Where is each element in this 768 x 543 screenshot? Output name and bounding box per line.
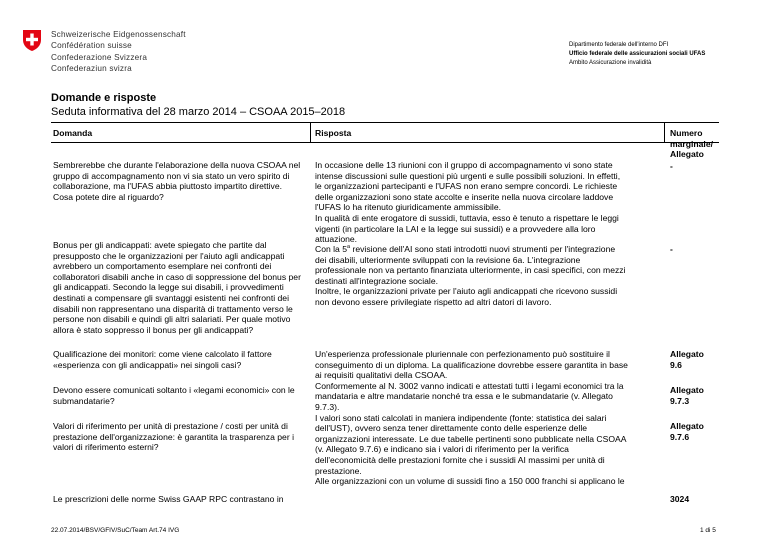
column-divider <box>664 122 665 142</box>
qa-table <box>51 122 719 522</box>
answer-3: Un'esperienza professionale pluriennale con perfezionamento può sostituire il conseguimento di un diploma. La qualificazione dovrebbe essere garantita in base ai requisiti qualitativi della CSOAA. Conformemente al N. 3002 vanno indicati e attestati tutti i legami economici tra la mandataria e altre mandatarie nonché tra essa e le submandatarie (v. Allegato 9.7.3). I valori sono stati calcolati in maniera indipendente (fonte: statistica dei salari dell'UST), ovvero senza tener direttamente conto delle esperienze delle organizzazioni interessate. Le due tabelle pertinenti sono pubblicate nella CSOAA (v. Allegato 9.7.6) e indicano sia i valori di riferimento per la verifica dell'economicità delle prestazioni fornite che i sussidi AI massimi per unità di prestazione. Alle organizzazioni con un volume di sussidi fino a 150 000 franchi si applicano le <box>315 349 628 487</box>
swiss-crest-icon <box>22 29 42 52</box>
page-number: 1 di 5 <box>700 527 716 534</box>
domain-line: Ambito Assicurazione invalidità <box>569 60 652 66</box>
question-6: Le prescrizioni delle norme Swiss GAAP RPC contrastano in <box>53 494 284 504</box>
answer-2: Con la 5$^a$ revisione dell'AI sono stati introdotti nuovi strumenti per l'integrazione dei disabili, ulteriormente sviluppati con la revisione 6a. L'integrazione professionale non va pertanto finanziata ulteriormente, in casi specifici, con mezzi destinati all'integrazione sociale. Inoltre, le organizzazioni private per l'aiuto agli andicappati che ricevono sussidi non devono essere privilegiate rispetto ad altri datori di lavoro. <box>315 244 626 307</box>
page-title: Domande e risposte <box>51 92 157 104</box>
office-line: Ufficio federale delle assicurazioni sociali UFAS <box>569 51 706 57</box>
reference-1: - <box>670 161 673 171</box>
page-header <box>0 0 768 80</box>
question-5: Valori di riferimento per unità di prestazione / costi per unità di prestazione dell'organizzazione: è garantita la trasparenza per i valori di riferimento esterni? <box>53 421 294 453</box>
reference-6: 3024 <box>670 494 690 504</box>
question-3: Qualificazione dei monitori: come viene calcolato il fattore «esperienza con gli andicappati» nei singoli casi? <box>53 349 272 370</box>
reference-4: Allegato 9.7.3 <box>670 385 704 406</box>
footer-reference: 22.07.2014/BSV/GFIV/SuC/Team Art.74 IVG <box>51 527 180 534</box>
confederation-line: Schweizerische Eidgenossenschaft <box>51 30 186 39</box>
header-domanda: Domanda <box>53 128 93 138</box>
column-divider <box>310 122 311 142</box>
reference-2: - <box>670 244 673 254</box>
confederation-line: Confederaziun svizra <box>51 63 132 73</box>
confederation-name <box>51 29 186 74</box>
document-titles <box>51 92 345 119</box>
page-subtitle: Seduta informativa del 28 marzo 2014 – CSOAA 2015–2018 <box>51 106 346 118</box>
table-header-rule <box>51 142 719 143</box>
confederation-line: Confédération suisse <box>51 41 132 51</box>
department-line: Dipartimento federale dell'interno DFI <box>569 42 669 48</box>
confederation-line: Confederazione Svizzera <box>51 52 148 62</box>
answer-1: In occasione delle 13 riunioni con il gruppo di accompagnamento vi sono state intense discussioni sulle questioni più urgenti e sulle possibili soluzioni. In effetti, le organizzazioni partecipanti e l'UFAS non erano sempre concordi. Le richieste delle organizzazioni sono state accolte e inserite nella nuova circolare laddove l'UFAS lo ha ritenuto giuridicamente ammissibile. In qualità di ente erogatore di sussidi, tuttavia, esso è tenuto a rispettare le leggi vigenti (in particolare la LAI e la legge sui sussidi) e a provvedere alla loro attuazione. <box>315 160 621 245</box>
header-numero: Numero marginale/ Allegato <box>670 128 713 160</box>
question-2: Bonus per gli andicappati: avete spiegato che partite dal presupposto che le organizzazioni per l'aiuto agli andicappati avrebbero un comportamento esemplare nei confronti dei collaboratori disabili anche in caso di soppressione del bonus per gli andicappati. Secondo la legge sui disabili, i provvedimenti destinati a compensare gli svantaggi esistenti nei confronti dei disabili non rappresentano una disparità di trattamento verso le persone non disabili e quindi gli altri salariati. Per quale motivo allora è stato soppresso il bonus per gli andicappati? <box>53 240 301 335</box>
reference-3: Allegato 9.6 <box>670 349 704 370</box>
reference-5: Allegato 9.7.6 <box>670 421 704 442</box>
table-top-rule <box>51 122 719 123</box>
question-1: Sembrerebbe che durante l'elaborazione della nuova CSOAA nel gruppo di accompagnamento non vi sia stato un vero spirito di collaborazione, ma l'UFAS abbia piuttosto impartito direttive. Cosa potete dire al riguardo? <box>53 160 301 202</box>
question-4: Devono essere comunicati soltanto i «legami economici» con le submandatarie? <box>53 385 295 406</box>
department-info <box>569 41 705 68</box>
header-risposta: Risposta <box>315 128 352 138</box>
